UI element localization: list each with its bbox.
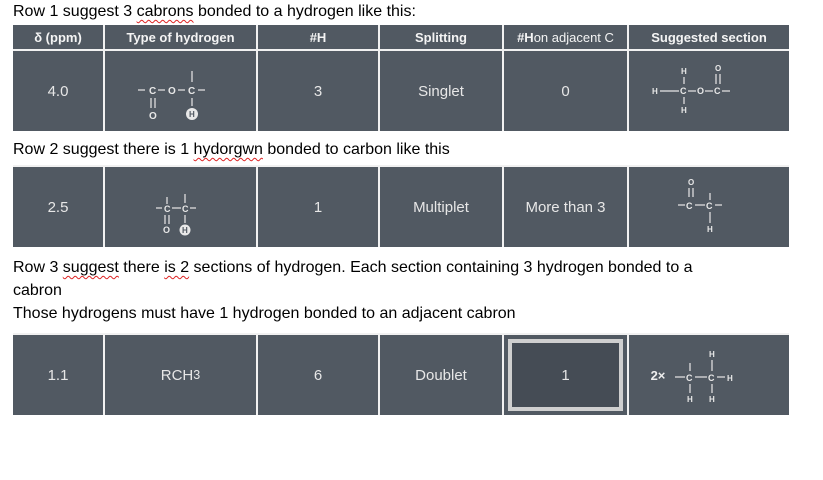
table-row-2 [13,167,789,247]
table-row-3 [13,335,789,415]
caption-row2: Row 2 suggest there is 1 hydorgwn bonded to carbon like this [13,141,450,158]
svg-text:C: C [708,373,715,383]
svg-text:O: O [162,225,170,235]
row2-splitting: Multiplet [380,167,504,247]
svg-text:O: O [697,86,705,96]
row1-ppm: 4.0 [13,51,105,131]
svg-text:O: O [688,178,695,187]
row3-type: RCH 3 [105,335,258,415]
svg-text:C: C [714,86,721,96]
svg-text:C: C [706,201,713,211]
svg-text:O: O [167,86,176,97]
ether-fragment-structure [121,56,241,126]
row2-adjacent: More than 3 [504,167,629,247]
header-adjacent: #H on adjacent C [504,25,629,49]
svg-text:H: H [181,226,188,235]
row1-section-structure [629,51,789,131]
row1-splitting: Singlet [380,51,504,131]
table-row-1 [13,51,789,131]
svg-text:C: C [680,86,687,96]
svg-text:H: H [687,395,694,404]
caption-row3-line3: Those hydrogens must have 1 hydrogen bonded to an adjacent cabron [13,305,516,322]
nmr-table-2 [13,165,789,247]
svg-text:C: C [148,86,156,97]
row3-count: 6 [258,335,380,415]
header-ppm: δ (ppm) [13,25,105,49]
row2-count: 1 [258,167,380,247]
isopropyl-fragment-structure [667,340,767,410]
svg-text:C: C [187,86,195,97]
row3-ppm: 1.1 [13,335,105,415]
svg-text:H: H [652,87,658,96]
row3-section-multiplier: 2× [650,367,666,383]
svg-text:O: O [715,64,722,73]
row2-type-structure [105,167,258,247]
caption-row3-line1: Row 3 suggest there is 2 sections of hydrogen. Each section containing 3 hydrogen bonded to a [13,259,693,276]
row3-adjacent: 1 [561,366,570,384]
row2-ppm: 2.5 [13,167,105,247]
methoxy-ester-structure [644,56,774,126]
svg-text:H: H [681,106,687,115]
svg-text:H: H [709,350,716,359]
row3-section-structure [629,335,789,415]
nmr-table-1 [13,25,789,131]
row3-adjacent-cell [504,335,629,415]
row1-type-structure [105,51,258,131]
svg-text:H: H [681,67,687,76]
carbonyl-ch-fragment-structure [126,172,236,242]
header-type: Type of hydrogen [105,25,258,49]
header-section: Suggested section [651,29,767,45]
ketone-ch-structure [644,169,774,245]
svg-text:H: H [727,374,734,383]
row2-section-structure [629,167,789,247]
caption-row1: Row 1 suggest 3 cabrons bonded to a hydrogen like this: [13,3,416,20]
row1-count: 3 [258,51,380,131]
table-header [13,25,789,49]
row1-adjacent: 0 [504,51,629,131]
row3-adjacent-highlight [508,339,623,411]
svg-text:H: H [709,395,716,404]
svg-text:H: H [707,225,713,234]
svg-text:C: C [686,201,693,211]
caption-row3-line2: cabron [13,282,62,299]
header-splitting: Splitting [380,25,504,49]
svg-text:H: H [188,110,195,119]
svg-text:C: C [686,373,693,383]
svg-text:C: C [181,204,188,214]
row3-splitting: Doublet [380,335,504,415]
svg-text:O: O [148,111,157,122]
nmr-table-3 [13,333,789,415]
header-count: #H [258,25,380,49]
svg-text:C: C [163,204,170,214]
